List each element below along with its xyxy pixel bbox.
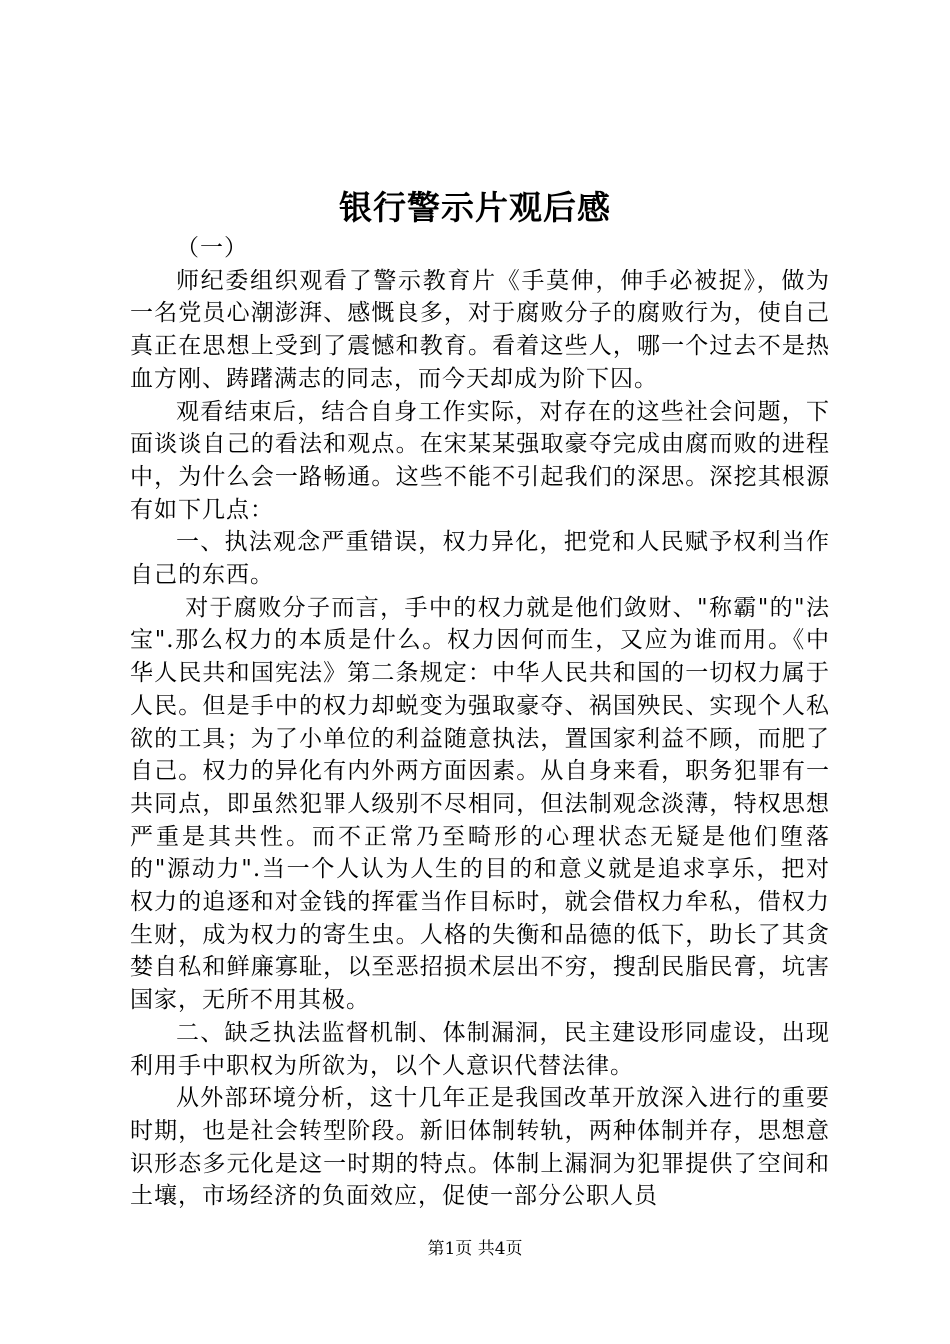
document-title: 银行警示片观后感 [339, 188, 611, 227]
page-footer: 第1页 共4页 [427, 1239, 523, 1259]
paragraph-intro: 师纪委组织观看了警示教育片《手莫伸，伸手必被捉》，做为一名党员心潮澎湃、感慨良多，对于腐败分子的腐败行为，使自己真正在思想上受到了震憾和教育。看着这些人，哪一个过去不是热血方刚、踌躇满志的同志，而今天却成为阶下囚。 [130, 267, 830, 392]
paragraph-point-two: 从外部环境分析，这十几年正是我国改革开放深入进行的重要时期，也是社会转型阶段。新旧体制转轨，两种体制并存，思想意识形态多元化是这一时期的特点。体制上漏洞为犯罪提供了空间和土壤，市场经济的负面效应，促使一部分公职人员 [130, 1085, 830, 1210]
point-two-heading: 二、缺乏执法监督机制、体制漏洞，民主建设形同虚设，出现利用手中职权为所欲为，以个人意识代替法律。 [130, 1019, 830, 1079]
point-one-heading: 一、执法观念严重错误，权力异化，把党和人民赋予权利当作自己的东西。 [130, 529, 830, 589]
paragraph-reflection: 观看结束后，结合自身工作实际，对存在的这些社会问题，下面谈谈自己的看法和观点。在宋某某强取豪夺完成由腐而败的进程中，为什么会一路畅通。这些不能不引起我们的深思。深挖其根源有如下几点： [130, 398, 830, 523]
paragraph-point-one: 对于腐败分子而言，手中的权力就是他们敛财、"称霸"的"法宝".那么权力的本质是什么。权力因何而生，又应为谁而用。《中华人民共和国宪法》第二条规定：中华人民共和国的一切权力属于人民。但是手中的权力却蜕变为强取豪夺、祸国殃民、实现个人私欲的工具；为了小单位的利益随意执法，置国家利益不顾，而肥了自己。权力的异化有内外两方面因素。从自身来看，职务犯罪有一共同点，即虽然犯罪人级别不尽相同，但法制观念淡薄，特权思想严重是其共性。而不正常乃至畸形的心理状态无疑是他们堕落的"源动力".当一个人认为人生的目的和意义就是追求享乐，把对权力的追逐和对金钱的挥霍当作目标时，就会借权力牟私，借权力生财，成为权力的寄生虫。人格的失衡和品德的低下，助长了其贪婪自私和鲜廉寡耻，以至恶招损术层出不穷，搜刮民脂民膏，坑害国家，无所不用其极。 [130, 594, 830, 1014]
section-number: （一） [176, 235, 248, 261]
document-body [130, 232, 830, 1213]
